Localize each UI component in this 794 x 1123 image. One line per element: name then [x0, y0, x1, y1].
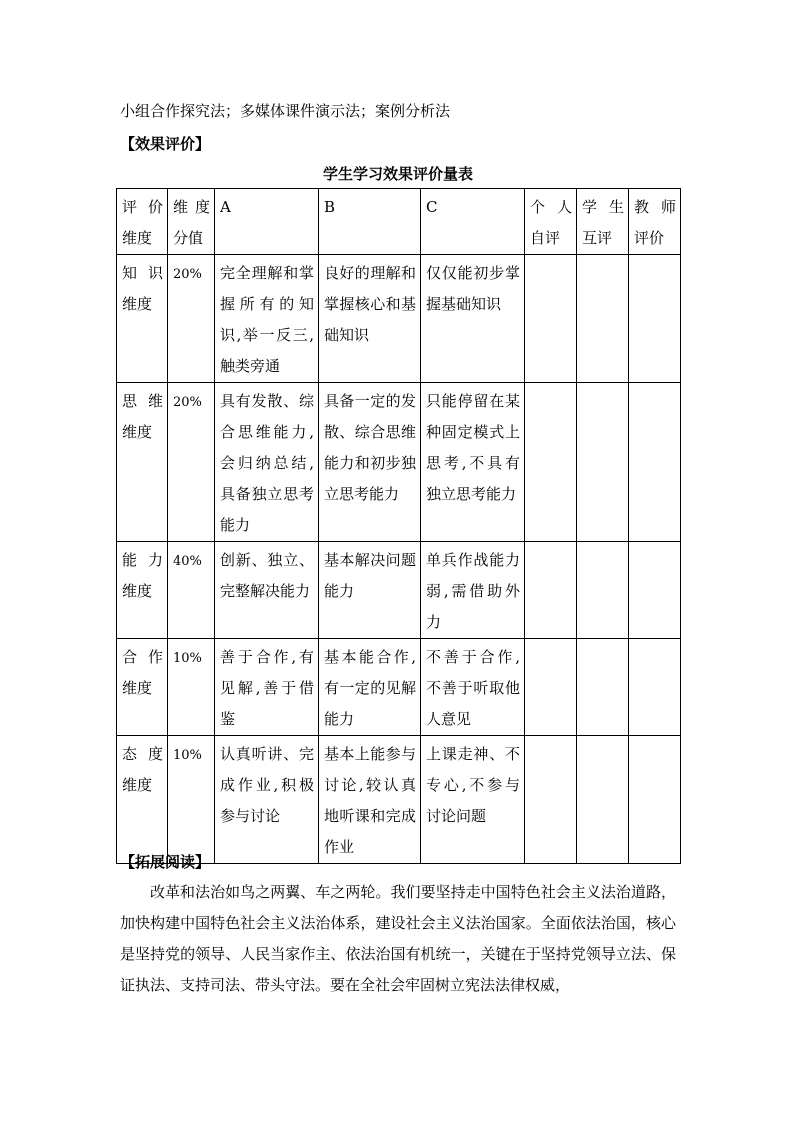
row-level-a: 具有发散、综合思维能力,会归纳总结,具备独立思考能力 [215, 383, 319, 542]
row-self-eval-cell [525, 639, 577, 736]
header-self-eval: 个人自评 [525, 189, 577, 255]
header-level-a: A [215, 189, 319, 255]
row-level-c: 仅仅能初步掌握基础知识 [421, 255, 525, 383]
row-teacher-eval-cell [629, 736, 681, 864]
row-peer-eval-cell [577, 255, 629, 383]
row-dimension: 合作维度 [117, 639, 168, 736]
table-row-thinking [117, 383, 681, 542]
header-level-b: B [319, 189, 421, 255]
row-level-b: 具备一定的发散、综合思维能力和初步独立思考能力 [319, 383, 421, 542]
row-level-b: 良好的理解和掌握核心和基础知识 [319, 255, 421, 383]
row-self-eval-cell [525, 736, 577, 864]
table-row-ability [117, 542, 681, 639]
header-peer-eval: 学生互评 [577, 189, 629, 255]
table-row-knowledge [117, 255, 681, 383]
row-score: 10% [168, 639, 215, 736]
row-self-eval-cell [525, 542, 577, 639]
row-level-b: 基本能合作,有一定的见解能力 [319, 639, 421, 736]
row-score: 20% [168, 383, 215, 542]
row-score: 40% [168, 542, 215, 639]
row-level-a: 善于合作,有见解,善于借鉴 [215, 639, 319, 736]
section-heading-evaluation: 【效果评价】 [120, 135, 211, 153]
row-peer-eval-cell [577, 383, 629, 542]
header-dimension: 评价维度 [117, 189, 168, 255]
row-teacher-eval-cell [629, 639, 681, 736]
row-level-c: 只能停留在某种固定模式上思考,不具有独立思考能力 [421, 383, 525, 542]
row-level-b: 基本解决问题能力 [319, 542, 421, 639]
teaching-methods-line: 小组合作探究法；多媒体课件演示法；案例分析法 [120, 102, 451, 120]
header-teacher-eval: 教师评价 [629, 189, 681, 255]
row-teacher-eval-cell [629, 542, 681, 639]
row-level-c: 上课走神、不专心,不参与讨论问题 [421, 736, 525, 864]
row-level-c: 单兵作战能力弱,需借助外力 [421, 542, 525, 639]
table-title: 学生学习效果评价量表 [322, 165, 473, 183]
row-dimension: 思维维度 [117, 383, 168, 542]
row-level-a: 完全理解和掌握所有的知识,举一反三,触类旁通 [215, 255, 319, 383]
table-row-cooperation [117, 639, 681, 736]
evaluation-table [116, 188, 681, 864]
row-level-c: 不善于合作,不善于听取他人意见 [421, 639, 525, 736]
row-dimension: 知识维度 [117, 255, 168, 383]
row-dimension: 能力维度 [117, 542, 168, 639]
table-row-attitude [117, 736, 681, 864]
row-peer-eval-cell [577, 639, 629, 736]
row-self-eval-cell [525, 383, 577, 542]
row-score: 20% [168, 255, 215, 383]
row-level-a: 认真听讲、完成作业,积极参与讨论 [215, 736, 319, 864]
row-score: 10% [168, 736, 215, 864]
header-score: 维度分值 [168, 189, 215, 255]
row-level-a: 创新、独立、完整解决能力 [215, 542, 319, 639]
extended-reading-paragraph: 改革和法治如鸟之两翼、车之两轮。我们要坚持走中国特色社会主义法治道路，加快构建中国特色社会主义法治体系，建设社会主义法治国家。全面依法治国，核心是坚持党的领导、人民当家作主、依法治国有机统一，关键在于坚持党领导立法、保证执法、支持司法、带头守法。要在全社会牢固树立宪法法律权威， [120, 883, 676, 994]
row-self-eval-cell [525, 255, 577, 383]
header-level-c: C [421, 189, 525, 255]
section-heading-extended-reading: 【拓展阅读】 [120, 853, 211, 871]
row-dimension: 态度维度 [117, 736, 168, 864]
row-peer-eval-cell [577, 736, 629, 864]
row-peer-eval-cell [577, 542, 629, 639]
row-teacher-eval-cell [629, 383, 681, 542]
table-header-row [117, 189, 681, 255]
row-level-b: 基本上能参与讨论,较认真地听课和完成作业 [319, 736, 421, 864]
row-teacher-eval-cell [629, 255, 681, 383]
